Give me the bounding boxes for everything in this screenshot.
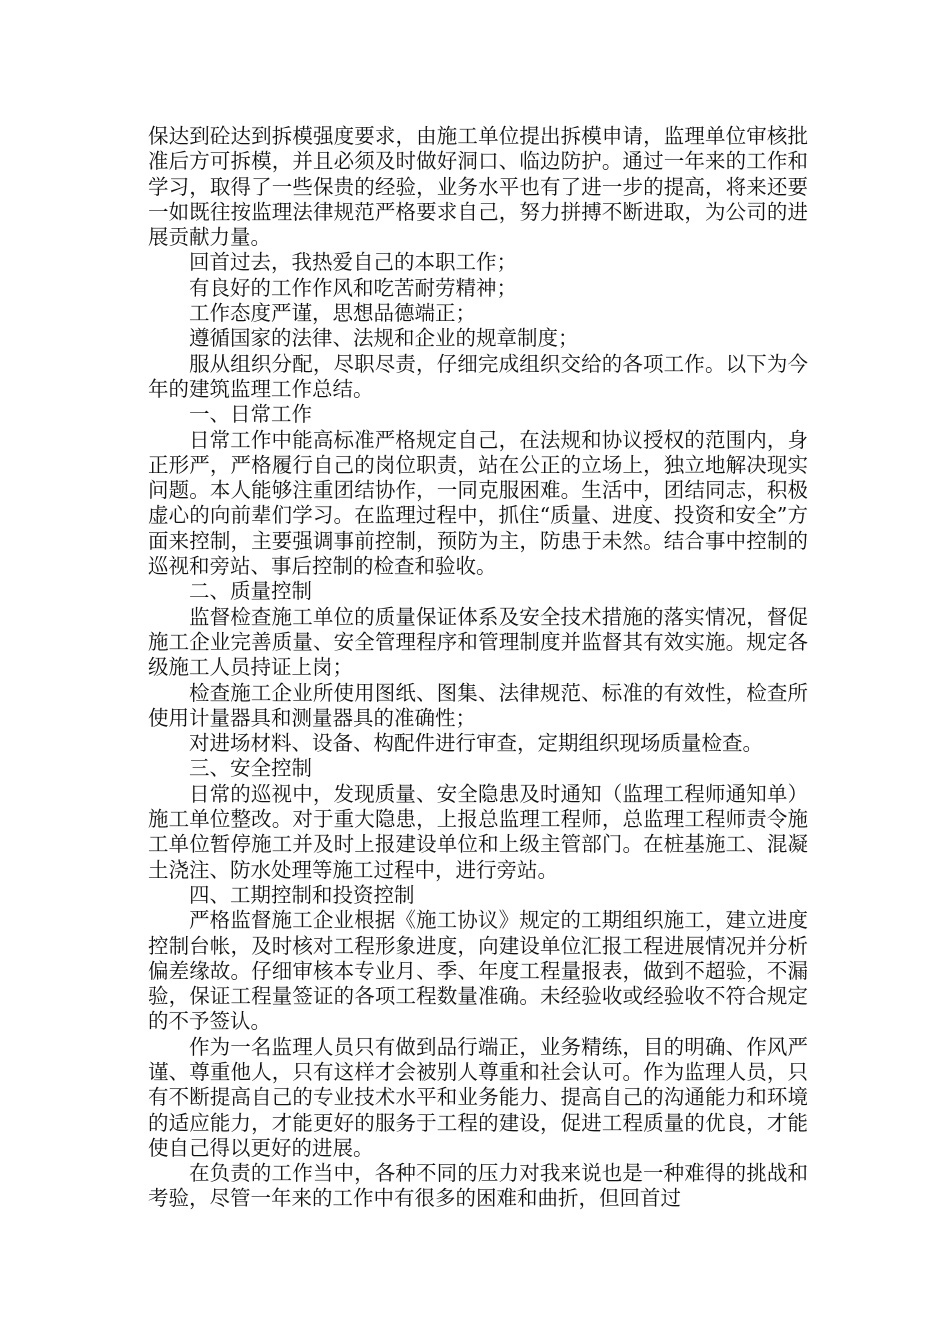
paragraph-obey-organization: 服从组织分配，尽职尽责，仔细完成组织交给的各项工作。以下为今年的建筑监理工作总结。 <box>148 351 808 401</box>
paragraph-attitude: 工作态度严谨，思想品德端正； <box>189 301 476 326</box>
paragraph-schedule-investment: 严格监督施工企业根据《施工协议》规定的工期组织施工，建立进度控制台帐，及时核对工程形象进度，向建设单位汇报工程进展情况并分析偏差缘故。仔细审核本专业月、季、年度工程量报表，做到不超验，不漏验，保证工程量签证的各项工程数量准确。未经验收或经验收不符合规定的不予签认。 <box>148 908 808 1034</box>
paragraph-continuation: 保达到砼达到拆模强度要求，由施工单位提出拆模申请，监理单位审核批准后方可拆模，并且必须及时做好洞口、临边防护。通过一年来的工作和学习，取得了一些保贵的经验，业务水平也有了进一步的提高，将来还要一如既往按监理法律规范严格要求自己，努力拼搏不断进取，为公司的进展贡献力量。 <box>148 124 808 250</box>
paragraph-challenges: 在负责的工作当中，各种不同的压力对我来说也是一种难得的挑战和考验，尽管一年来的工作中有很多的困难和曲折，但回首过 <box>148 1161 808 1211</box>
paragraph-work-style: 有良好的工作作风和吃苦耐劳精神； <box>189 275 517 300</box>
heading-daily-work: 一、日常工作 <box>189 402 312 427</box>
document-page <box>148 124 808 1212</box>
heading-quality-control: 二、质量控制 <box>189 579 312 604</box>
heading-safety-control: 三、安全控制 <box>189 756 312 781</box>
paragraph-quality-supervision: 监督检查施工单位的质量保证体系及安全技术措施的落实情况，督促施工企业完善质量、安全管理程序和管理制度并监督其有效实施。规定各级施工人员持证上岗； <box>148 604 808 680</box>
paragraph-laws: 遵循国家的法律、法规和企业的规章制度； <box>189 326 579 351</box>
paragraph-quality-inspection: 检查施工企业所使用图纸、图集、法律规范、标准的有效性，检查所使用计量器具和测量器具的准确性； <box>148 680 808 730</box>
paragraph-love-job: 回首过去，我热爱自己的本职工作； <box>189 250 517 275</box>
paragraph-materials-review: 对进场材料、设备、构配件进行审查，定期组织现场质量检查。 <box>189 731 763 756</box>
heading-schedule-investment: 四、工期控制和投资控制 <box>189 882 415 907</box>
paragraph-supervisor-role: 作为一名监理人员只有做到品行端正，业务精练，目的明确、作风严谨、尊重他人，只有这样才会被别人尊重和社会认可。作为监理人员，只有不断提高自己的专业技术水平和业务能力、提高自己的沟通能力和环境的适应能力，才能更好的服务于工程的建设，促进工程质量的优良，才能使自己得以更好的进展。 <box>148 1034 808 1160</box>
paragraph-daily-work: 日常工作中能高标准严格规定自己，在法规和协议授权的范围内，身正形严，严格履行自己的岗位职责，站在公正的立场上，独立地解决现实问题。本人能够注重团结协作，一同克服困难。生活中，团结同志，积极虚心的向前辈们学习。在监理过程中，抓住“质量、进度、投资和安全”方面来控制，主要强调事前控制，预防为主，防患于未然。结合事中控制的巡视和旁站、事后控制的检查和验收。 <box>148 427 808 579</box>
paragraph-safety-control: 日常的巡视中，发现质量、安全隐患及时通知（监理工程师通知单）施工单位整改。对于重大隐患，上报总监理工程师，总监理工程师责令施工单位暂停施工并及时上报建设单位和上级主管部门。在桩基施工、混凝土浇注、防水处理等施工过程中，进行旁站。 <box>148 781 808 882</box>
